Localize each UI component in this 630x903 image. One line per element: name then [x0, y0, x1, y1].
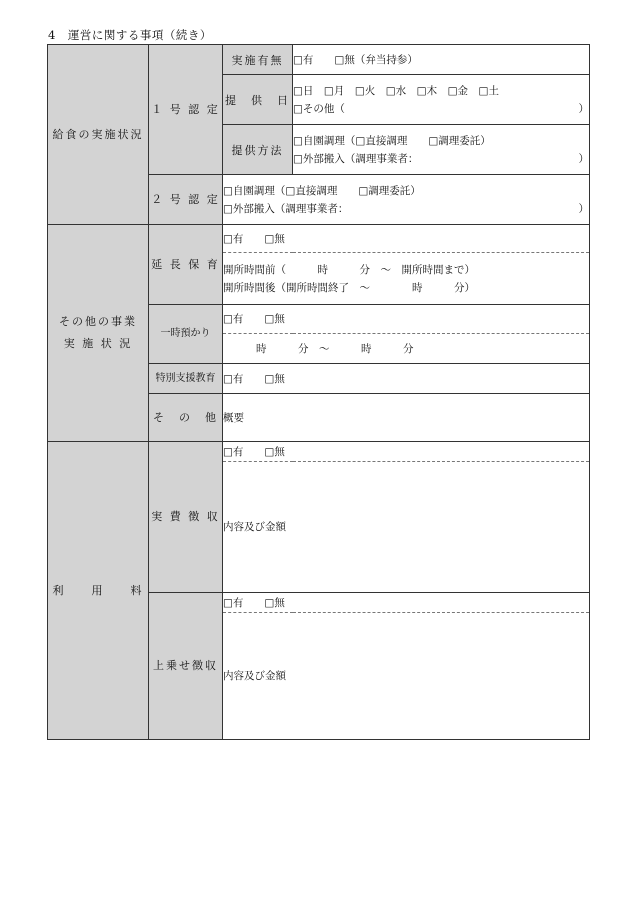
temporary-time-range: 時 分 ～ 時 分 [256, 342, 414, 355]
cert2-self-cook-option: □自園調理（□直接調理 □調理委託） [223, 184, 421, 197]
extended-care-label: 延 長 保 育 [151, 257, 220, 271]
cert2-external-option: □外部搬入（調理事業者： [223, 202, 349, 215]
special-support-field[interactable] [223, 364, 590, 394]
days-label-cell [223, 75, 293, 125]
extra-presence-field[interactable] [223, 593, 590, 613]
method-external-option: □外部搬入（調理事業者： [293, 152, 419, 165]
meal-category-label: 給食の実施状況 [52, 127, 144, 141]
actual-presence-field[interactable] [223, 442, 590, 462]
cert2-label: ２ 号 認 定 [151, 192, 220, 206]
temporary-time-field[interactable] [223, 334, 590, 364]
cert2-external-row [223, 200, 589, 218]
extended-hours-field[interactable] [223, 253, 590, 305]
method-self-cook-option: □自園調理（□直接調理 □調理委託） [293, 134, 491, 147]
extra-presence-options: □有 □無 [223, 596, 285, 609]
extended-care-cell [149, 225, 223, 305]
temporary-care-label: 一時預かり [160, 328, 211, 339]
cert2-field[interactable] [223, 175, 590, 225]
extended-presence-field[interactable] [223, 225, 590, 253]
temporary-care-cell [149, 305, 223, 364]
fees-category-cell [48, 442, 149, 740]
days-other-option: □その他（ [293, 102, 345, 115]
other-misc-field[interactable] [223, 394, 590, 442]
fees-category-label: 利 用 料 [52, 583, 144, 597]
other-misc-summary-label: 概要 [223, 411, 244, 424]
meal-category-cell [48, 45, 149, 225]
implementation-options: □有 □無（弁当持参） [293, 53, 418, 66]
method-label-cell [223, 125, 293, 175]
extended-before-hours: 開所時間前（ 時 分 ～ 開所時間まで） [223, 263, 475, 276]
cert1-cell [149, 45, 223, 175]
other-category-label-2: 実 施 状 況 [63, 337, 133, 350]
cert2-cell [149, 175, 223, 225]
implementation-field[interactable] [293, 45, 590, 75]
cert1-label: １ 号 認 定 [151, 102, 220, 116]
extra-detail-field[interactable] [223, 613, 590, 740]
operations-form-table [47, 44, 590, 740]
other-misc-cell [149, 394, 223, 442]
temporary-presence-field[interactable] [223, 305, 590, 334]
other-category-label-1: その他の事業 [59, 315, 137, 328]
method-label: 提供方法 [231, 143, 284, 157]
method-external-close: ） [578, 152, 589, 165]
special-support-options: □有 □無 [223, 372, 285, 385]
days-field[interactable] [293, 75, 590, 125]
temporary-presence-options: □有 □無 [223, 313, 285, 325]
extra-fee-label: 上乗せ徴収 [153, 659, 218, 672]
implementation-label: 実施有無 [231, 53, 284, 67]
extended-presence-options: □有 □無 [223, 232, 285, 245]
actual-detail-field[interactable] [223, 462, 590, 593]
actual-cost-cell [149, 442, 223, 593]
cert2-external-close: ） [578, 202, 589, 215]
extended-after-hours: 開所時間後（開所時間終了 ～ 時 分） [223, 281, 475, 294]
extra-detail-label: 内容及び金額 [223, 670, 286, 682]
extra-fee-cell [149, 593, 223, 740]
implementation-label-cell [223, 45, 293, 75]
actual-cost-label: 実 費 徴 収 [151, 510, 220, 523]
actual-presence-options: □有 □無 [223, 445, 285, 458]
days-label: 提 供 日 [225, 93, 290, 107]
method-external-row [293, 150, 589, 168]
days-options: □日 □月 □火 □水 □木 □金 □土 [293, 84, 499, 97]
days-other-close: ） [578, 102, 589, 115]
method-field[interactable] [293, 125, 590, 175]
other-misc-label: そ の 他 [153, 410, 218, 424]
special-support-label: 特別支援教育 [155, 372, 216, 384]
days-other-row [293, 100, 589, 118]
other-category-cell [48, 225, 149, 442]
section-heading: 4 運営に関する事項（続き） [48, 28, 212, 42]
actual-detail-label: 内容及び金額 [223, 521, 286, 533]
special-support-cell [149, 364, 223, 394]
